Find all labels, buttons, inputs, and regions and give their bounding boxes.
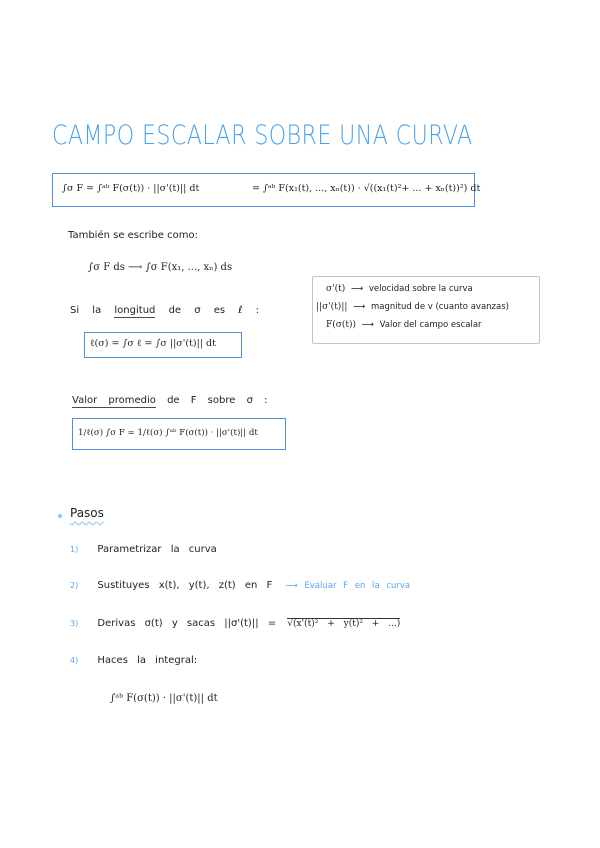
length-label	[70, 305, 259, 316]
average-formula: 1/ℓ(σ) ∫σ F = 1/ℓ(σ) ∫ᵃᵇ F(σ(t)) · ||σ'(t)|| dt	[78, 428, 258, 438]
legend-symbol: ||σ'(t)||	[316, 302, 348, 312]
legend-symbol: σ'(t)	[326, 284, 346, 294]
step-item	[70, 618, 400, 629]
step-text: Derivas σ(t) y sacas ||σ'(t)|| =	[97, 618, 277, 629]
step-item	[70, 580, 410, 591]
steps-heading: Pasos	[70, 506, 104, 520]
page-title: CAMPO ESCALAR SOBRE UNA CURVA	[52, 120, 473, 151]
step-extra: ⟶ Evaluar F en la curva	[285, 581, 411, 591]
legend-symbol: F(σ(t))	[326, 320, 357, 330]
main-formula-lhs: ∫σ F = ∫ᵃᵇ F(σ(t)) · ||σ'(t)|| dt	[62, 183, 200, 194]
legend-text: velocidad sobre la curva	[368, 284, 473, 294]
length-label-rest: de σ es ℓ :	[168, 305, 259, 316]
average-label	[72, 395, 267, 406]
also-written-label: También se escribe como:	[68, 230, 198, 241]
legend-row: ||σ'(t)|| ⟶ magnitud de v (cuanto avanzas)	[316, 302, 509, 312]
step-text: Sustituyes x(t), y(t), z(t) en F	[97, 580, 273, 591]
step-text: Parametrizar la curva	[97, 544, 217, 555]
average-label-rest: de F sobre σ :	[167, 395, 268, 406]
average-label-underlined: Valor promedio	[72, 395, 156, 406]
length-label-si: Si la	[70, 305, 102, 316]
step-number: 1)	[70, 545, 79, 554]
step-number: 4)	[70, 656, 79, 665]
step-item	[70, 655, 197, 666]
step-text: Haces la integral:	[97, 655, 198, 666]
step-number: 2)	[70, 581, 79, 590]
legend-row: F(σ(t)) ⟶ Valor del campo escalar	[326, 320, 482, 330]
final-formula: ∫ᵃᵇ F(σ(t)) · ||σ'(t)|| dt	[110, 693, 218, 704]
steps-bullet	[58, 514, 62, 518]
legend-text: Valor del campo escalar	[379, 320, 482, 330]
legend-text: magnitud de v (cuanto avanzas)	[370, 302, 509, 312]
legend-row: σ'(t) ⟶ velocidad sobre la curva	[326, 284, 473, 294]
step-extra: √(x'(t)² + y(t)² + ...)	[287, 619, 401, 629]
length-formula: ℓ(σ) = ∫σ ℓ = ∫σ ||σ'(t)|| dt	[90, 338, 216, 349]
main-formula-rhs: = ∫ᵃᵇ F(x₁(t), ..., xₙ(t)) · √((x₁(t)²+ ... + xₙ(t))²) dt	[252, 183, 481, 194]
length-label-longitud: longitud	[114, 305, 156, 316]
step-item	[70, 544, 217, 555]
also-written-formula: ∫σ F ds ⟶ ∫σ F(x₁, ..., xₙ) ds	[88, 262, 233, 273]
step-number: 3)	[70, 619, 79, 628]
